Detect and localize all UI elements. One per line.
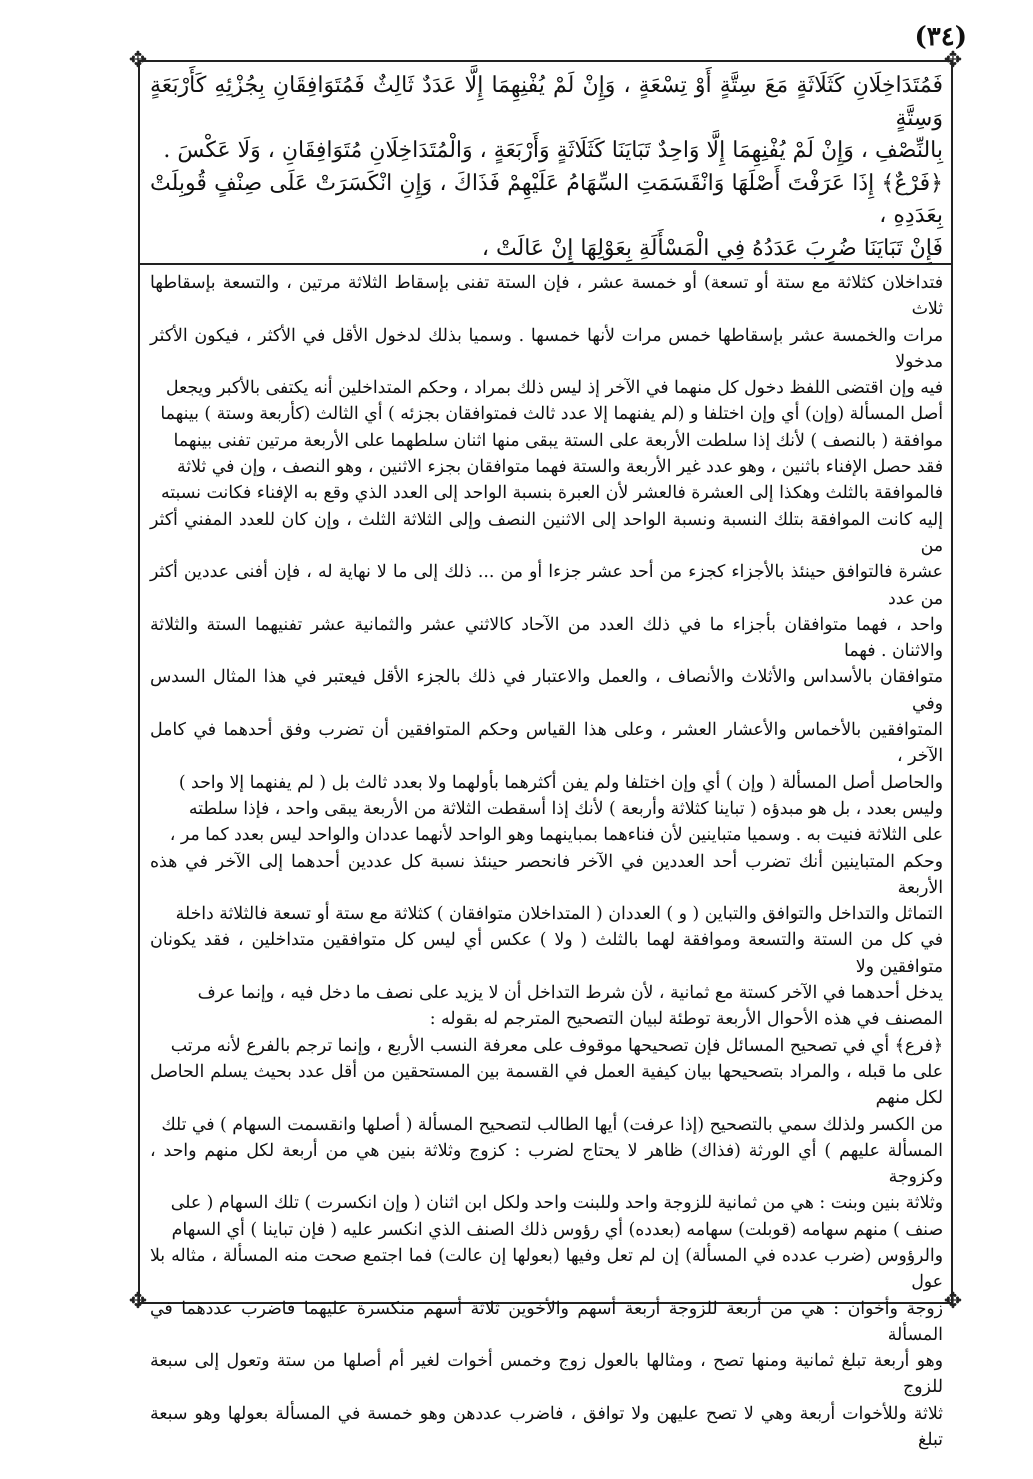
commentary-line: في كل من الستة والتسعة وموافقة لهما بالثلث ( ولا ) عكس أي ليس كل متوافقين متداخلين ، فقد يكونان متوافقين ولا: [150, 930, 943, 977]
commentary-line: التماثل والتداخل والتوافق والتباين ( و ) العددان ( المتداخلان متوافقان ) كثلاثة مع ستة أو تسعة فالثلاثة داخلة: [175, 904, 943, 925]
commentary-line: ثلاثة وللأخوات أربعة وهي لا تصح عليهن ولا توافق ، فاضرب عددهن وهو خمسة في المسألة بعولها وهو سبعة تبلغ: [150, 1403, 943, 1451]
commentary-line: على ما قبله ، والمراد بتصحيحها بيان كيفية العمل في القسمة بين المستحقين من أقل عدد بحيث يسلم الحاصل لكل منهم: [150, 1061, 943, 1109]
commentary-line: المصنف في هذه الأحوال الأربعة توطئة لبيان التصحيح المترجم له بقوله :: [429, 1009, 943, 1030]
commentary-line: فيه وإن اقتضى اللفظ دخول كل منهما في الآخر إذ ليس ذلك بمراد ، وحكم المتداخلين أنه يكتفى بالأكبر ويجعل: [165, 378, 943, 399]
commentary-line: عشرة فالتوافق حينئذ بالأجزاء كجزء من أحد عشر جزءا أو من ... ذلك إلى ما لا نهاية له ، فإن أفنى عددين أكثر من عدد: [150, 562, 943, 609]
page-number: (٣٤): [914, 22, 967, 52]
commentary-line: أصل المسألة (وإن) أي وإن اختلفا و (لم يفنهما إلا عدد ثالث فمتوافقان بجزئه ) أي الثالث (كأربعة وستة ) بينهما: [160, 404, 943, 425]
commentary-line: والحاصل أصل المسألة ( وإن ) أي وإن اختلفا ولم يفن أكثرهما بأولهما ولا بعدد ثالث بل ( لم يفنهما إلا واحد ): [178, 772, 943, 793]
commentary-line: إليه كانت الموافقة بتلك النسبة ونسبة الواحد إلى الاثنين النصف وإلى الثلاثة الثلث ، وإن كان للعدد المفني أكثر من: [150, 509, 943, 556]
commentary-line: على الثلاثة فنيت به . وسميا متباينين لأن فناءهما بمباينهما وهو الواحد لأنهما عددان والواحد ليس بعدد كما مر ،: [169, 825, 943, 846]
commentary-line: موافقة ( بالنصف ) لأنك إذا سلطت الأربعة على الستة يبقى منها اثنان سلطهما على الأربعة مرتين تفنى بينهما: [173, 430, 943, 451]
commentary-line: من الكسر ولذلك سمي بالتصحيح (إذا عرفت) أيها الطالب لتصحيح المسألة ( أصلها وانقسمت السهام ) في تلك: [161, 1114, 943, 1135]
main-text-line: بِالنِّصْفِ ، وَإِنْ لَمْ يُفْنِهِمَا إِلَّا وَاحِدٌ تَبَايَنَا كَثَلَاثَةٍ وَأَرْبَعَةٍ ، وَالْمُتَدَاخِلَانِ مُتَوَافِقَانِ ، وَلَا عَكْسَ .: [163, 138, 943, 163]
main-text: [150, 70, 943, 265]
commentary-line: فتداخلان كثلاثة مع ستة أو تسعة) أو خمسة عشر ، فإن الستة تفنى بإسقاط الثلاثة مرتين ، والتسعة بإسقاطها ثلاث: [150, 273, 943, 320]
commentary-line: المسألة عليهم ) أي الورثة (فذاك) ظاهر لا يحتاج لضرب : كزوج وثلاثة بنين هي من أربعة لكل منهم واحد ، وكزوجة: [150, 1140, 943, 1188]
commentary-line: ﴿فرع﴾ أي في تصحيح المسائل فإن تصحيحها موقوف على معرفة النسب الأربع ، وإنما ترجم بالفرع لأنه مرتب: [170, 1035, 943, 1056]
commentary-line: متوافقان بالأسداس والأثلاث والأنصاف ، والعمل والاعتبار في ذلك بالجزء الأقل فيعتبر في هذا المثال السدس وفي: [150, 667, 943, 714]
commentary-line: واحد ، فهما متوافقان بأجزاء ما في ذلك العدد من الآحاد كالاثني عشر والثمانية عشر تفنيهما الستة والثلاثة والاثنان . فهما: [150, 614, 943, 662]
commentary-line: مرات والخمسة عشر بإسقاطها خمس مرات لأنها خمسها . وسميا بذلك لدخول الأقل في الأكثر ، فيكون الأكثر مدخولا: [150, 325, 943, 372]
commentary-line: وليس بعدد ، بل هو مبدؤه ( تباينا كثلاثة وأربعة ) لأنك إذا أسقطت الثلاثة من الأربعة يبقى واحد ، فإذا سلطته: [188, 798, 943, 819]
ornament-top-left-icon: ✥: [128, 48, 148, 73]
commentary-line: صنف ) منهم سهامه (قوبلت) سهامه (بعدده) أي رؤوس ذلك الصنف الذي انكسر عليه ( فإن تباينا ) أي السهام: [171, 1219, 943, 1240]
commentary-text: [150, 270, 943, 1453]
main-text-line: فَإِنْ تَبَايَنَا ضُرِبَ عَدَدُهُ فِي الْمَسْأَلَةِ بِعَوْلِهَا إِنْ عَالَتْ ،: [481, 235, 943, 261]
ornament-bottom-right-icon: ✥: [943, 1289, 963, 1314]
commentary-line: فقد حصل الإفناء باثنين ، وهو عدد غير الأربعة والستة فهما متوافقان بجزء الاثنين ، وهو النصف ، وإن في ثلاثة: [177, 457, 943, 478]
commentary-line: يدخل أحدهما في الآخر كستة مع ثمانية ، لأن شرط التداخل أن لا يزيد على نصف ما دخل فيه ، وإنما عرف: [197, 983, 943, 1004]
ornament-bottom-left-icon: ✥: [128, 1289, 148, 1314]
commentary-line: وهو أربعة تبلغ ثمانية ومنها تصح ، ومثالها بالعول زوج وخمس أخوات لغير أم أصلها من ستة وتعول إلى سبعة للزوج: [150, 1351, 943, 1398]
commentary-line: وثلاثة بنين وبنت : هي من ثمانية للزوجة واحد وللبنت واحد ولكل ابن اثنان ( وإن انكسرت ) تلك السهام ( على: [170, 1193, 943, 1214]
main-text-line: ﴿فَرْعٌ﴾ إِذَا عَرَفْتَ أَصْلَهَا وَانْقَسَمَتِ السِّهَامُ عَلَيْهِمْ فَذَاكَ ، وَإِنِ انْكَسَرَتْ عَلَى صِنْفٍ قُوبِلَتْ بِعَدَدِهِ ،: [150, 170, 943, 228]
commentary-line: زوجة وأخوان : هي من أربعة للزوجة أربعة أسهم والأخوين ثلاثة أسهم منكسرة عليهما فاضرب عددهما في المسألة: [150, 1298, 943, 1345]
top-rule: [138, 60, 953, 62]
commentary-line: وحكم المتباينين أنك تضرب أحد العددين في الآخر فانحصر حينئذ نسبة كل عددين أحدهما إلى الآخر في هذه الأربعة: [150, 851, 943, 898]
commentary-line: فالموافقة بالثلث وهكذا إلى العشرة فالعشر لأن العبرة بنسبة الواحد إلى العدد الذي وقع به الإفناء فكانت نسبته: [161, 483, 943, 504]
main-text-line: فَمُتَدَاخِلَانِ كَثَلَاثَةٍ مَعَ سِتَّةٍ أَوْ تِسْعَةٍ ، وَإِنْ لَمْ يُفْنِهِمَا إِلَّا عَدَدٌ ثَالِثٌ فَمُتَوَافِقَانِ بِجُزْئِهِ كَأَرْبَعَةٍ وَسِتَّةٍ: [150, 73, 943, 131]
commentary-line: والرؤوس (ضرب عدده في المسألة) إن لم تعل وفيها (بعولها إن عالت) فما اجتمع صحت منه المسألة ، مثاله بلا عول: [150, 1245, 943, 1293]
commentary-line: المتوافقين بالأخماس والأعشار العشر ، وعلى هذا القياس وحكم المتوافقين أن تضرب وفق أحدهما في كامل الآخر ،: [150, 720, 943, 767]
ornament-top-right-icon: ✥: [943, 48, 963, 73]
